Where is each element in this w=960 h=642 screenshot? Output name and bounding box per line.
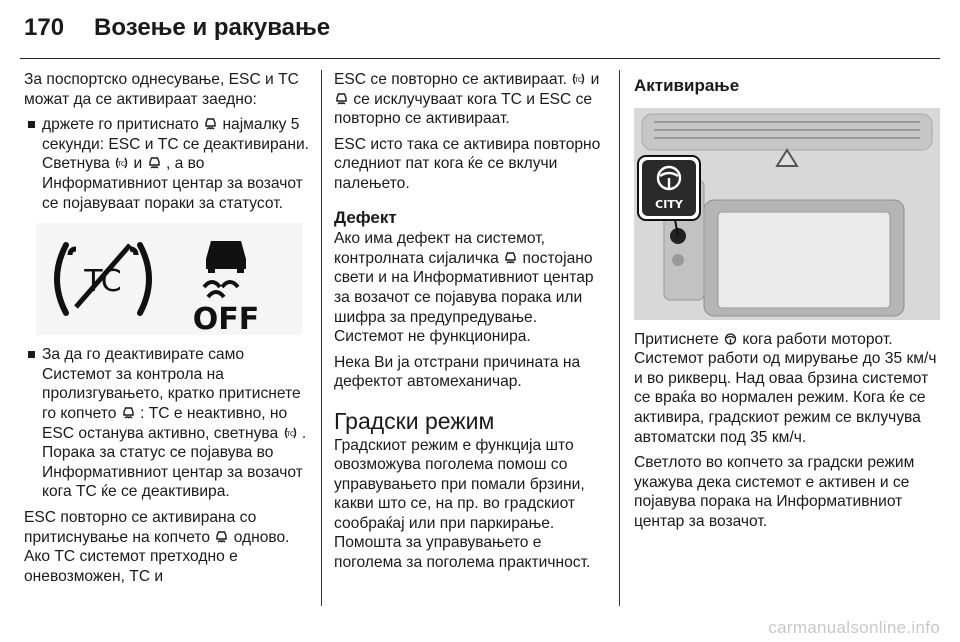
watermark: carmanualsonline.info	[768, 618, 940, 637]
svg-text:TC: TC	[575, 77, 583, 84]
paragraph: Светлото во копчето за градски режим укажува дека системот е активен и се појавува порака на Информативниот центар за возачот.	[634, 454, 915, 530]
page-number: 170	[24, 14, 65, 41]
chapter-title: Возење и ракување	[94, 14, 331, 41]
paragraph-text: кога работи моторот. Системот работи од мирување до 35 км/ч и во рикверц. Над оваа брзина системот се враќа во нормален режим. Кога ќе се активира, градскиот режим се вклучува автоматски под 35 км/ч.	[634, 330, 937, 446]
city-label: CITY	[655, 197, 683, 211]
paragraph-text: Притиснете	[634, 330, 719, 348]
paragraph-text: одново. Ако TC системот претходно е оневозможен, TC и	[24, 528, 290, 585]
paragraph-text: ESC се повторно се активираат.	[334, 71, 567, 88]
paragraph: Градскиот режим е функција што овозможува поголема помош со управувањето при помали брзини, какви што се, на пр. во градскиот сообраќај или при паркирање. Помошта за управувањето е поголема за поголема практичност.	[334, 436, 591, 572]
section-heading-defect: Дефект	[334, 207, 397, 227]
bullet-item	[24, 345, 312, 502]
paragraph	[334, 229, 606, 347]
bullet-text: , а во Информативниот центар за возачот се појавуваат пораки за статусот.	[42, 155, 303, 212]
tc-icon	[572, 72, 585, 86]
bullet-item	[24, 115, 312, 213]
column-2	[334, 70, 606, 579]
dashboard-figure	[634, 108, 940, 320]
section-heading-city-mode: Градски режим	[334, 407, 495, 434]
esc-car-icon	[122, 406, 135, 420]
esc-car-icon	[204, 117, 217, 131]
esc-car-icon	[335, 92, 348, 106]
header-rule	[20, 58, 940, 59]
paragraph-text: Ако има дефект на системот, контролната сијаличка	[334, 230, 545, 267]
paragraph-text: постојано свети и на Информативниот центар за возачот се појавува порака или шифра за предупредување. Системот не функционира.	[334, 249, 594, 346]
paragraph-text: ESC повторно се активирана со притиснување на копчето	[24, 508, 257, 546]
paragraph-text: и	[590, 71, 600, 88]
column-1	[24, 70, 312, 592]
paragraph: Нека Ви ја отстрани причината на дефектот автомеханичар.	[334, 353, 581, 391]
tc-off-illustration	[36, 223, 302, 335]
city-mode-button	[638, 156, 700, 220]
tc-warning-icon	[57, 245, 149, 313]
section-heading-activation: Активирање	[634, 76, 740, 95]
page-header	[24, 14, 330, 54]
column-divider	[619, 70, 620, 606]
dashboard-illustration	[634, 108, 940, 320]
esc-off-icon	[193, 241, 260, 335]
esc-car-icon	[148, 156, 161, 170]
paragraph	[24, 508, 312, 586]
steering-wheel-icon	[724, 332, 737, 346]
tc-icon	[284, 426, 297, 440]
paragraph	[634, 330, 940, 448]
intro-paragraph: За поспортско однесување, ESC и TC можат да се активираат заедно:	[24, 71, 299, 108]
bullet-text: . Порака за статус се појавува во Информативниот центар за возачот кога TC ќе се деактивира.	[42, 424, 307, 501]
bullet-text: : TC е неактивно, но ESC останува активно, светнува	[42, 404, 288, 442]
esc-car-icon	[215, 530, 228, 544]
tc-icon	[115, 156, 128, 170]
paragraph-text: се исклучуваат кога TC и ESC се повторно се активираат.	[334, 90, 593, 128]
paragraph: ESC исто така се активира повторно следниот пат кога ќе се вклучи палењето.	[334, 135, 601, 192]
off-label: OFF	[192, 302, 260, 336]
bullet-text: држете го притиснато	[42, 116, 199, 134]
column-divider	[321, 70, 322, 606]
paragraph	[334, 70, 606, 129]
column-3	[634, 70, 940, 538]
svg-text:TC: TC	[286, 430, 294, 438]
svg-text:TC: TC	[117, 161, 126, 169]
tc-label: TC	[84, 264, 122, 300]
bullet-text: За да го деактивирате само Системот за контрола на пролизгувањето, кратко притиснете го копчето	[42, 346, 301, 422]
bullet-text: најмалку 5 секунди: ESC и TC се деактивирани. Светнува	[42, 116, 309, 173]
esc-car-icon	[504, 251, 517, 265]
tc-off-figure	[36, 223, 302, 335]
bullet-text: и	[133, 155, 143, 173]
